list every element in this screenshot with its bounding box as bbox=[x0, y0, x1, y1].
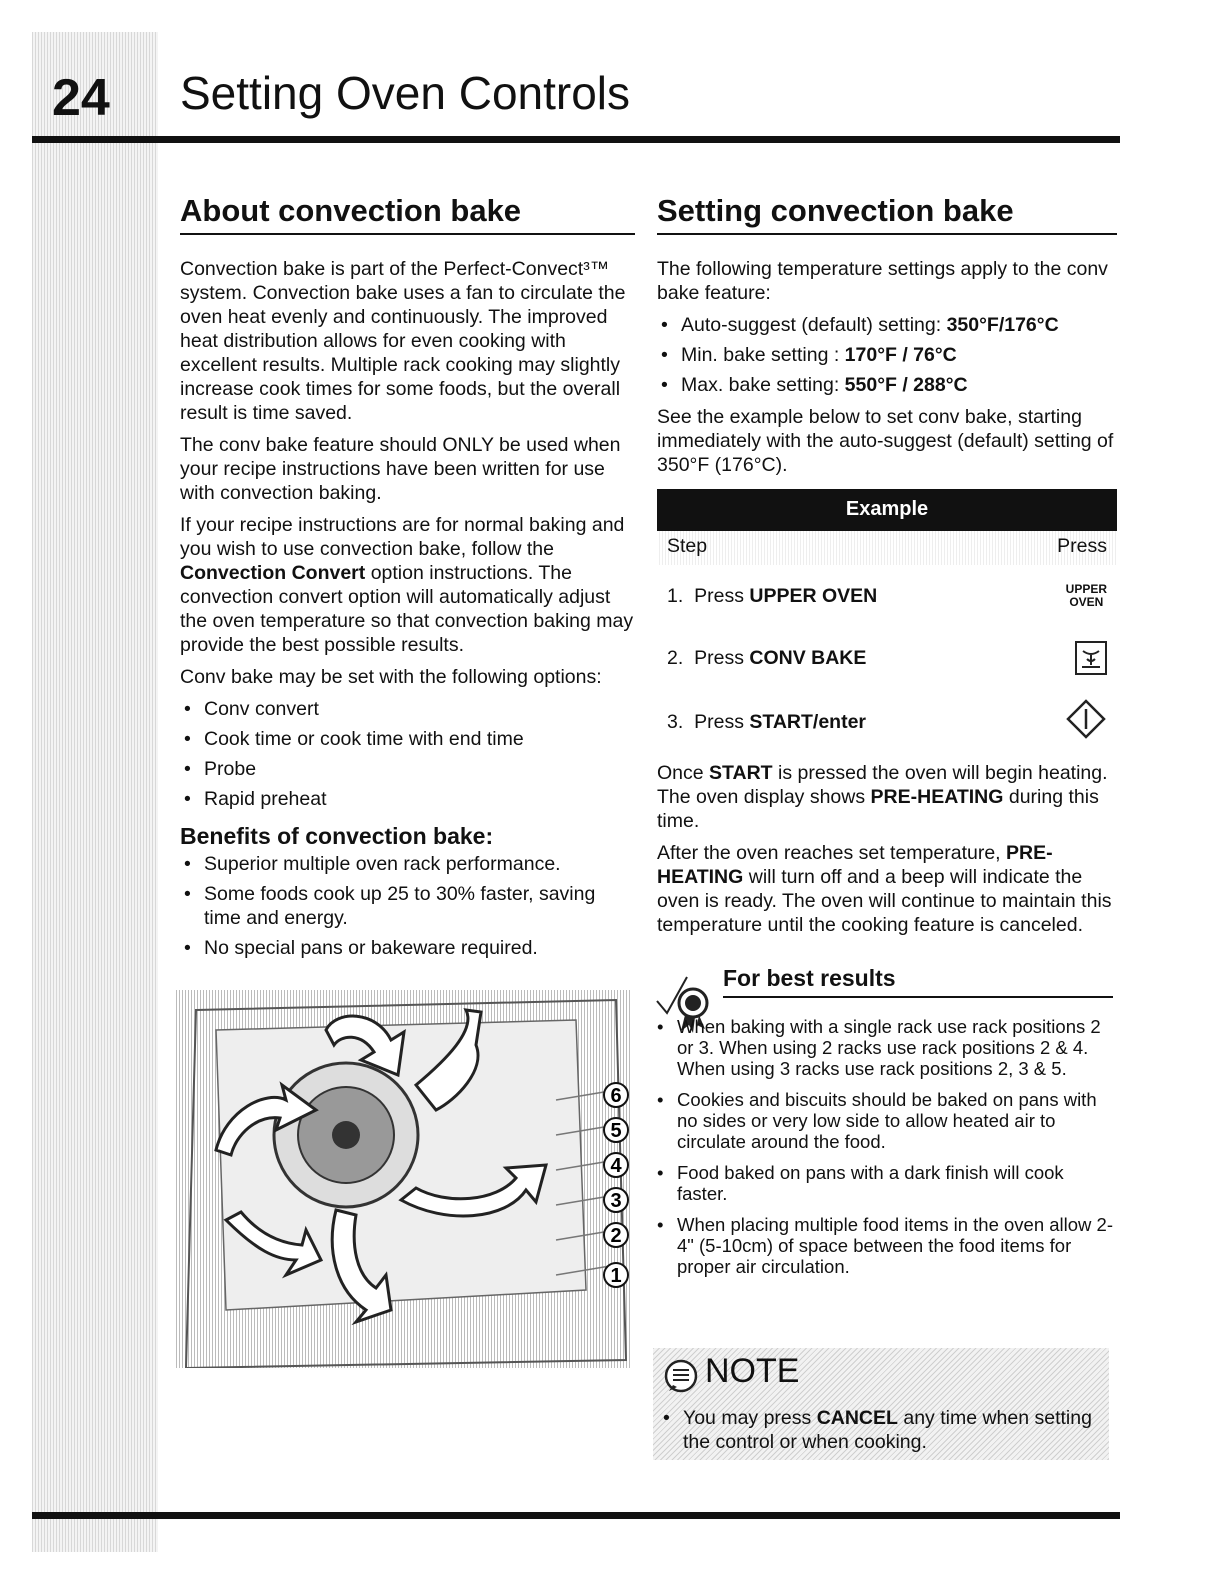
upper-oven-key[interactable]: UPPER OVEN bbox=[1065, 582, 1107, 609]
best-results-list bbox=[653, 1016, 1113, 1277]
example-intro: See the example below to set conv bake, starting immediately with the auto-suggest (default) setting of 350°F (176°C). bbox=[657, 406, 1114, 476]
note-title: NOTE bbox=[705, 1352, 800, 1390]
best-results-header bbox=[723, 965, 1113, 998]
benefits-list bbox=[180, 852, 635, 960]
list-item: • Auto-suggest (default) setting: 350°F/176°C bbox=[657, 313, 1117, 337]
rack-number: 5 bbox=[610, 1120, 622, 1142]
example-step-row bbox=[657, 627, 1117, 689]
start-key-icon[interactable] bbox=[1065, 698, 1107, 746]
list-item: • Min. bake setting : 170°F / 76°C bbox=[657, 343, 1117, 367]
best-results-title: For best results bbox=[723, 965, 896, 991]
left-column bbox=[180, 193, 635, 968]
options-list bbox=[180, 697, 635, 811]
conv-bake-key-icon[interactable] bbox=[1075, 641, 1107, 675]
rack-number: 4 bbox=[610, 1155, 622, 1177]
after-start-paragraph: Once START is pressed the oven will begin heating. The oven display shows PRE-HEATING during this time. bbox=[657, 762, 1108, 832]
about-paragraph-2: The conv bake feature should ONLY be used when your recipe instructions have been written for use with convection baking. bbox=[180, 434, 621, 504]
list-item: • No special pans or bakeware required. bbox=[180, 936, 635, 960]
list-item: • Cookies and biscuits should be baked on pans with no sides or very low side to allow heated air to circulate around the food. bbox=[653, 1089, 1113, 1152]
step-column-header: Step bbox=[667, 535, 708, 557]
page-title: Setting Oven Controls bbox=[180, 67, 631, 119]
options-intro: Conv bake may be set with the following options: bbox=[180, 666, 602, 688]
example-column-headers bbox=[657, 531, 1117, 565]
rack-number: 1 bbox=[610, 1265, 622, 1287]
list-item: • Conv convert bbox=[180, 697, 635, 721]
rack-number: 2 bbox=[610, 1225, 622, 1247]
note-box bbox=[653, 1348, 1109, 1460]
about-paragraph-1: Convection bake is part of the Perfect-Convect³™ system. Convection bake uses a fan to circulate the oven heat evenly and continuously. The improved heat distribution allows for even cooking with excellent results. Multiple rack cooking may slightly increase cook times for some foods, but the overall result is time saved. bbox=[180, 258, 626, 424]
right-column bbox=[657, 193, 1117, 945]
press-column-header: Press bbox=[1057, 535, 1107, 557]
note-list bbox=[659, 1406, 1099, 1460]
list-item: • You may press CANCEL any time when setting the control or when cooking. bbox=[659, 1406, 1099, 1454]
list-item: • Some foods cook up 25 to 30% faster, saving time and energy. bbox=[180, 882, 635, 930]
after-preheat-paragraph: After the oven reaches set temperature, PRE-HEATING will turn off and a beep will indicate the oven is ready. The oven will continue to maintain this temperature until the cooking feature is canceled. bbox=[657, 842, 1112, 936]
note-icon bbox=[663, 1358, 699, 1399]
list-item: • Food baked on pans with a dark finish will cook faster. bbox=[653, 1162, 1113, 1204]
list-item: • Rapid preheat bbox=[180, 787, 635, 811]
example-step-row bbox=[657, 689, 1117, 755]
settings-list bbox=[657, 313, 1117, 397]
page-sidebar-bar bbox=[32, 32, 158, 1552]
setting-heading: Setting convection bake bbox=[657, 193, 1117, 235]
list-item: • Superior multiple oven rack performance. bbox=[180, 852, 635, 876]
oven-convection-illustration bbox=[176, 990, 632, 1368]
example-header: Example bbox=[657, 489, 1117, 531]
example-step-row bbox=[657, 565, 1117, 627]
rack-number: 6 bbox=[610, 1085, 622, 1107]
best-results-section bbox=[653, 965, 1113, 1287]
page-number: 24 bbox=[52, 69, 110, 127]
step-label: 2. Press CONV BAKE bbox=[667, 646, 867, 669]
list-item: • When placing multiple food items in the oven allow 2-4" (5-10cm) of space between the food items for proper air circulation. bbox=[653, 1214, 1113, 1277]
list-item: • Probe bbox=[180, 757, 635, 781]
list-item: • When baking with a single rack use rack positions 2 or 3. When using 2 racks use rack positions 2 & 4. When using 3 racks use rack positions 2, 3 & 5. bbox=[653, 1016, 1113, 1079]
about-paragraph-3: If your recipe instructions are for normal baking and you wish to use convection bake, follow the Convection Convert option instructions. The convection convert option will automatically adjust the oven temperature so that convection baking may provide the best possible results. bbox=[180, 514, 634, 656]
benefits-heading: Benefits of convection bake: bbox=[180, 823, 494, 849]
step-label: 1. Press UPPER OVEN bbox=[667, 584, 878, 607]
top-rule bbox=[32, 136, 1120, 143]
settings-intro: The following temperature settings apply to the conv bake feature: bbox=[657, 258, 1108, 304]
about-heading: About convection bake bbox=[180, 193, 635, 235]
step-label: 3. Press START/enter bbox=[667, 710, 867, 733]
rack-number: 3 bbox=[610, 1190, 622, 1212]
list-item: • Max. bake setting: 550°F / 288°C bbox=[657, 373, 1117, 397]
list-item: • Cook time or cook time with end time bbox=[180, 727, 635, 751]
bottom-rule bbox=[32, 1512, 1120, 1519]
